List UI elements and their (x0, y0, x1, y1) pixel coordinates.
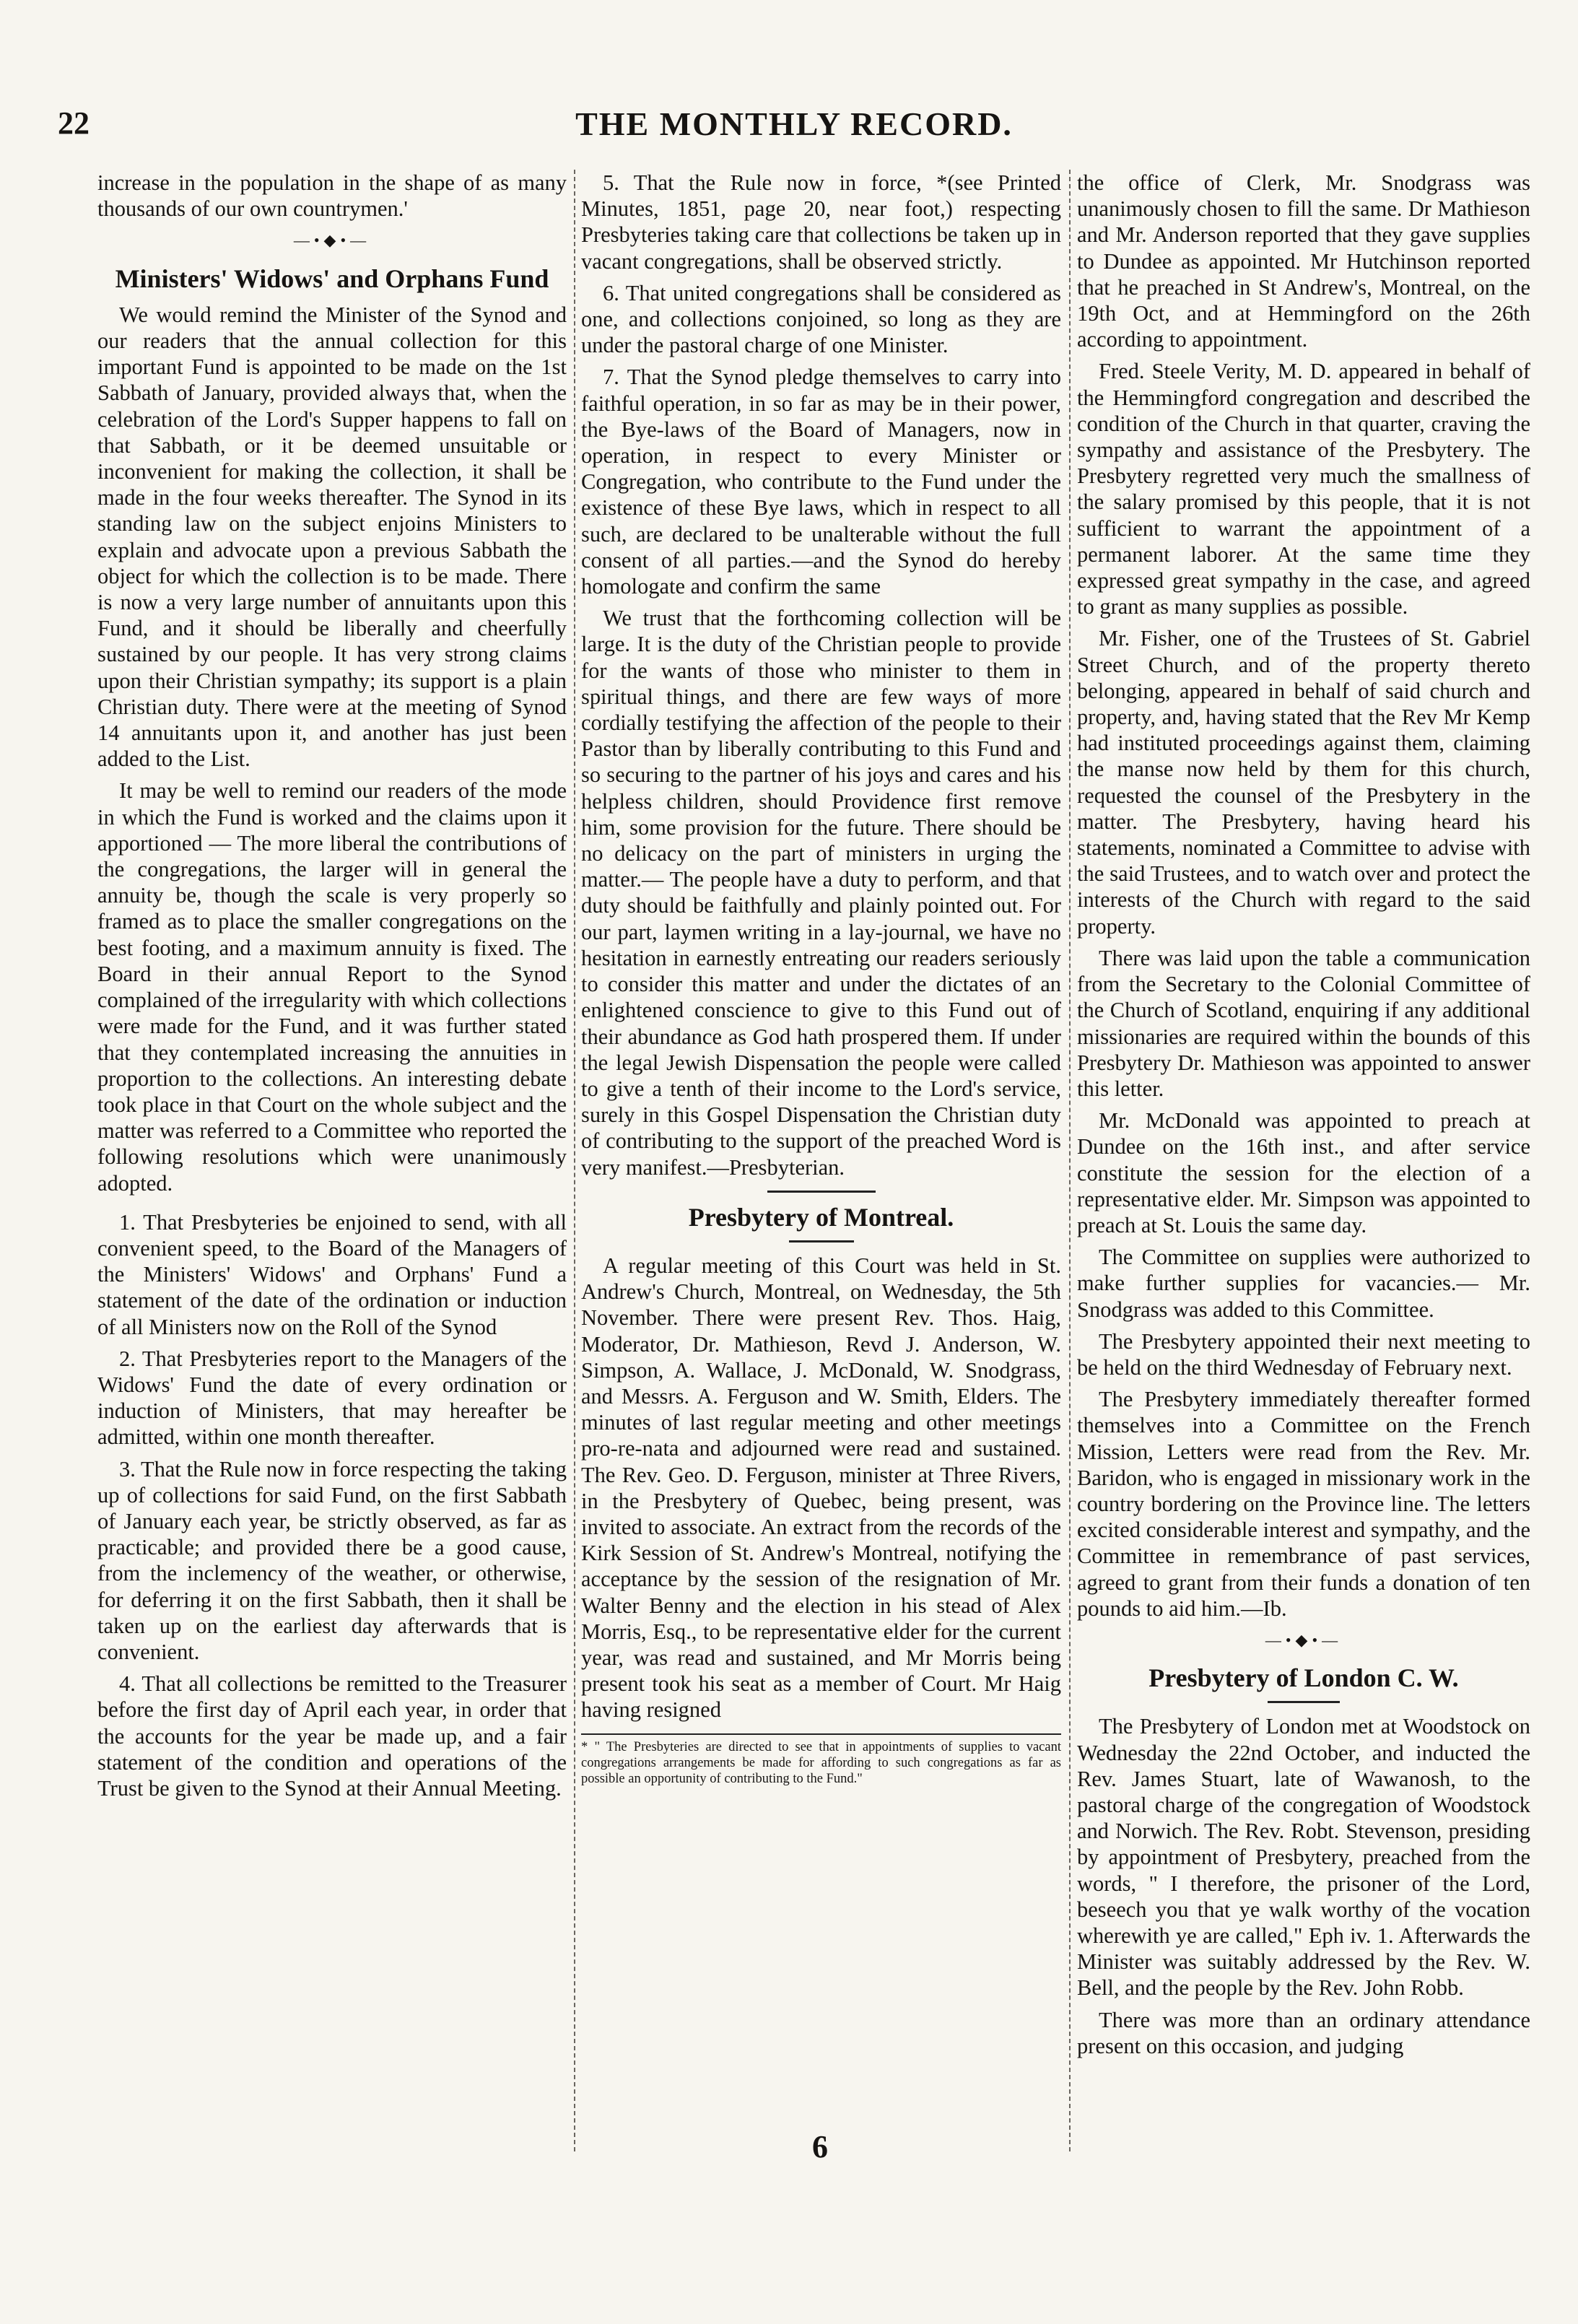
divider (1268, 1701, 1340, 1703)
paragraph: Mr. Fisher, one of the Trustees of St. Gabriel Street Church, and of the property thereto belonging, appeared in behalf of said church and property, and, having stated that the Rev Mr Kemp had instituted proceedings against them, claiming the manse now held by them for this church, requested the counsel of the Presbytery in the matter. The Presbytery, having heard his statements, nominated a Committee to advise with the said Trustees, and to watch over and protect the interests of the Church with regard to the said property. (1077, 626, 1530, 939)
divider (767, 1191, 876, 1193)
paragraph: It may be well to remind our readers of the mode in which the Fund is worked and the claims upon it apportioned — The more liberal the contributions of the congregations, the larger will in general the annuity be, though the scale is very properly so framed as to place the smaller congregations on the best footing, and a maximum annuity is fixed. The Board in their annual Report to the Synod complained of the irregularity with which collections were made for the Fund, and it was further stated that they contemplated increasing the annuities in proportion to the collections. An interesting debate took place in that Court on the whole subject and the matter was referred to a Committee who reported the following resolutions which were unanimously adopted. (97, 778, 567, 1196)
paragraph: Mr. McDonald was appointed to preach at Dundee on the 16th inst., and after service constitute the session for the election of a representative elder. Mr. Simpson was appointed to preach at St. Louis the same day. (1077, 1108, 1530, 1237)
paragraph: the office of Clerk, Mr. Snodgrass was unanimously chosen to fill the same. Dr Mathieson and Mr. Anderson reported that they gave supplies to Dundee as appointed. Mr Hutchinson reported that he preached in St Andrew's, Montreal, on the 19th Oct, and at Hemmingford on the 26th according to appointment. (1077, 170, 1530, 352)
column-2 (581, 170, 1061, 2119)
divider (789, 1240, 854, 1242)
footnote: * " The Presbyteries are directed to see that in appointments of supplies to vacant congregations arrangements be made for affording to such congregations as far as possible an opportunity of contributing to the Fund." (581, 1733, 1061, 1787)
paragraph: The Committee on supplies were authorized to make further supplies for vacancies.— Mr. Snodgrass was added to this Committee. (1077, 1245, 1530, 1322)
section-heading: Presbytery of London C. W. (1148, 1663, 1459, 1693)
column-3 (1077, 170, 1530, 2119)
journal-title: THE MONTHLY RECORD. (575, 105, 1013, 142)
resolution-item: 4. That all collections be remitted to the Treasurer before the first day of April each year, in order that the accounts for the year be made up, and a fair statement of the condition and operations of the Trust be given to the Synod at their Annual Meeting. (97, 1671, 567, 1801)
paragraph: There was laid upon the table a communication from the Secretary to the Colonial Committee of the Church of Scotland, enquiring if any additional missionaries are required within the bounds of this Presbytery Dr. Mathieson was appointed to answer this letter. (1077, 945, 1530, 1101)
resolution-item: 6. That united congregations shall be considered as one, and collections conjoined, so long as they are under the pastoral charge of one Minister. (581, 280, 1061, 358)
paragraph: The Presbytery immediately thereafter formed themselves into a Committee on the French Mission, Letters were read from the Rev. Mr. Baridon, who is engaged in missionary work in the country bordering on the Province line. The letters excited considerable interest and sympathy, and the Committee in remembrance of past services, agreed to grant from their funds a donation of ten pounds to aid him.—Ib. (1077, 1387, 1530, 1621)
paragraph: There was more than an ordinary attendance present on this occasion, and judging (1077, 2007, 1530, 2058)
section-heading: Presbytery of Montreal. (688, 1202, 954, 1232)
paragraph: We trust that the forthcoming collection will be large. It is the duty of the Christian people to provide for the wants of those who minister to them in spiritual things, and there are few ways of more cordially testifying the affection of the people to their Pastor than by liberally contributing to this Fund and so securing to the partner of his joys and cares and his helpless children, should Providence first remove him, some provision for the future. There should be no delicacy on the part of ministers in urging the matter.— The people have a duty to perform, and that duty should be faithfully and plainly pointed out. For our part, laymen writing in a lay-journal, we have no hesitation in earnestly entreating our readers seriously to consider this matter and under the dictates of an enlightened conscience to give to this Fund out of their abundance as God hath prospered them. If under the legal Jewish Dispensation the people were called to give a tenth of their income to the Lord's service, surely in this Gospel Dispensation the Christian duty of contributing to the support of the preached Word is very manifest.—Presbyterian. (581, 606, 1061, 1180)
paragraph: Fred. Steele Verity, M. D. appeared in behalf of the Hemmingford congregation and described the condition of the Church in that quarter, craving the sympathy and assistance of the Presbytery. The Presbytery regretted very much the smallness of the salary promised by this people, that it is not sufficient to warrant the appointment of a permanent laborer. At the same time they expressed great sympathy in the case, and agreed to grant as many supplies as possible. (1077, 359, 1530, 619)
ornament-divider: —•◆•— (293, 231, 371, 250)
resolution-item: 1. That Presbyteries be enjoined to send, with all convenient speed, to the Board of the Managers of the Ministers' Widows' and Orphans' Fund a statement of the date of the ordination or induction of all Ministers now on the Roll of the Synod (97, 1209, 567, 1339)
resolution-item: 7. That the Synod pledge themselves to carry into faithful operation, in so far as may be in their power, the Bye-laws of the Board of Managers, now in operation, in respect to every Minister or Congregation, who contribute to the Fund under the existence of these Bye laws, which in respect to all such, are declared to be unalterable without the full consent of all parties.—and the Synod do hereby homologate and confirm the same (581, 365, 1061, 599)
paragraph: A regular meeting of this Court was held in St. Andrew's Church, Montreal, on Wednesday, the 5th November. There were present Rev. Thos. Haig, Moderator, Dr. Mathieson, Revd J. Anderson, W. Simpson, A. Wallace, J. McDonald, W. Snodgrass, and Messrs. A. Ferguson and W. Smith, Elders. The minutes of last regular meeting and other meetings pro-re-nata and adjourned were read and sustained. The Rev. Geo. D. Ferguson, minister at Three Rivers, in the Presbytery of Quebec, being present, was invited to associate. An extract from the records of the Kirk Session of St. Andrew's Montreal, notifying the acceptance by the session of the resignation of Mr. Walter Benny and the election in his stead of Alex Morris, Esq., to be representative elder for the current year, was read and sustained, and Mr Morris being present took his seat as a member of Court. Mr Haig having resigned (581, 1253, 1061, 1723)
paragraph: increase in the population in the shape of as many thousands of our own countrymen.' (97, 170, 567, 222)
paragraph: The Presbytery of London met at Woodstock on Wednesday the 22nd October, and inducted the Rev. James Stuart, late of Wawanosh, to the pastoral charge of the congregation of Woodstock and Norwich. The Rev. Robt. Stevenson, presiding by appointment of Presbytery, preached from the words, " I therefore, the prisoner of the Lord, beseech you that ye walk worthy of the vocation wherewith ye are called," Eph iv. 1. Afterwards the Minister was suitably addressed by the Rev. W. Bell, and the people by the Rev. John Robb. (1077, 1714, 1530, 2001)
section-heading: Ministers' Widows' and Orphans Fund (115, 264, 549, 293)
ornament-divider: —•◆•— (1265, 1630, 1343, 1649)
paragraph: The Presbytery appointed their next meeting to be held on the third Wednesday of February next. (1077, 1328, 1530, 1380)
resolution-item: 3. That the Rule now in force respecting the taking up of collections for said Fund, on the first Sabbath of January each year, be strictly observed, as far as practicable; and provided there be a good cause, from the inclemency of the weather, or otherwise, for deferring it on the first Sabbath, then it shall be taken up on the earliest day afterwards that is convenient. (97, 1456, 567, 1664)
paragraph: We would remind the Minister of the Synod and our readers that the annual collection for this important Fund is appointed to be made on the 1st Sabbath of January, provided always that, when the celebration of the Lord's Supper happens to fall on that Sabbath, or it be deemed unsuitable or inconvenient for making the collection, it shall be made in the four weeks thereafter. The Synod in its standing law on the subject enjoins Ministers to explain and advocate upon a previous Sabbath the object for which the collection is to be made. There is now a very large number of annuitants upon this Fund, and it should be liberally and cheerfully sustained by our people. It has very strong claims upon their Christian sympathy; its support is a plain Christian duty. There were at the meeting of Synod 14 annuitants upon it, and another has just been added to the List. (97, 302, 567, 772)
page-number: 22 (58, 105, 90, 141)
column-rule (574, 170, 575, 2151)
page-header (58, 105, 1530, 155)
column-rule (1069, 170, 1071, 2151)
resolution-item: 5. That the Rule now in force, *(see Printed Minutes, 1851, page 20, near foot,) respecting Presbyteries taking care that collections be taken up in vacant congregations, shall be observed strictly. (581, 170, 1061, 274)
resolution-item: 2. That Presbyteries report to the Managers of the Widows' Fund the date of every ordination or induction of Ministers, that may hereafter be admitted, within one month thereafter. (97, 1346, 567, 1450)
signature-mark: 6 (812, 2129, 828, 2164)
column-1 (97, 170, 567, 2119)
